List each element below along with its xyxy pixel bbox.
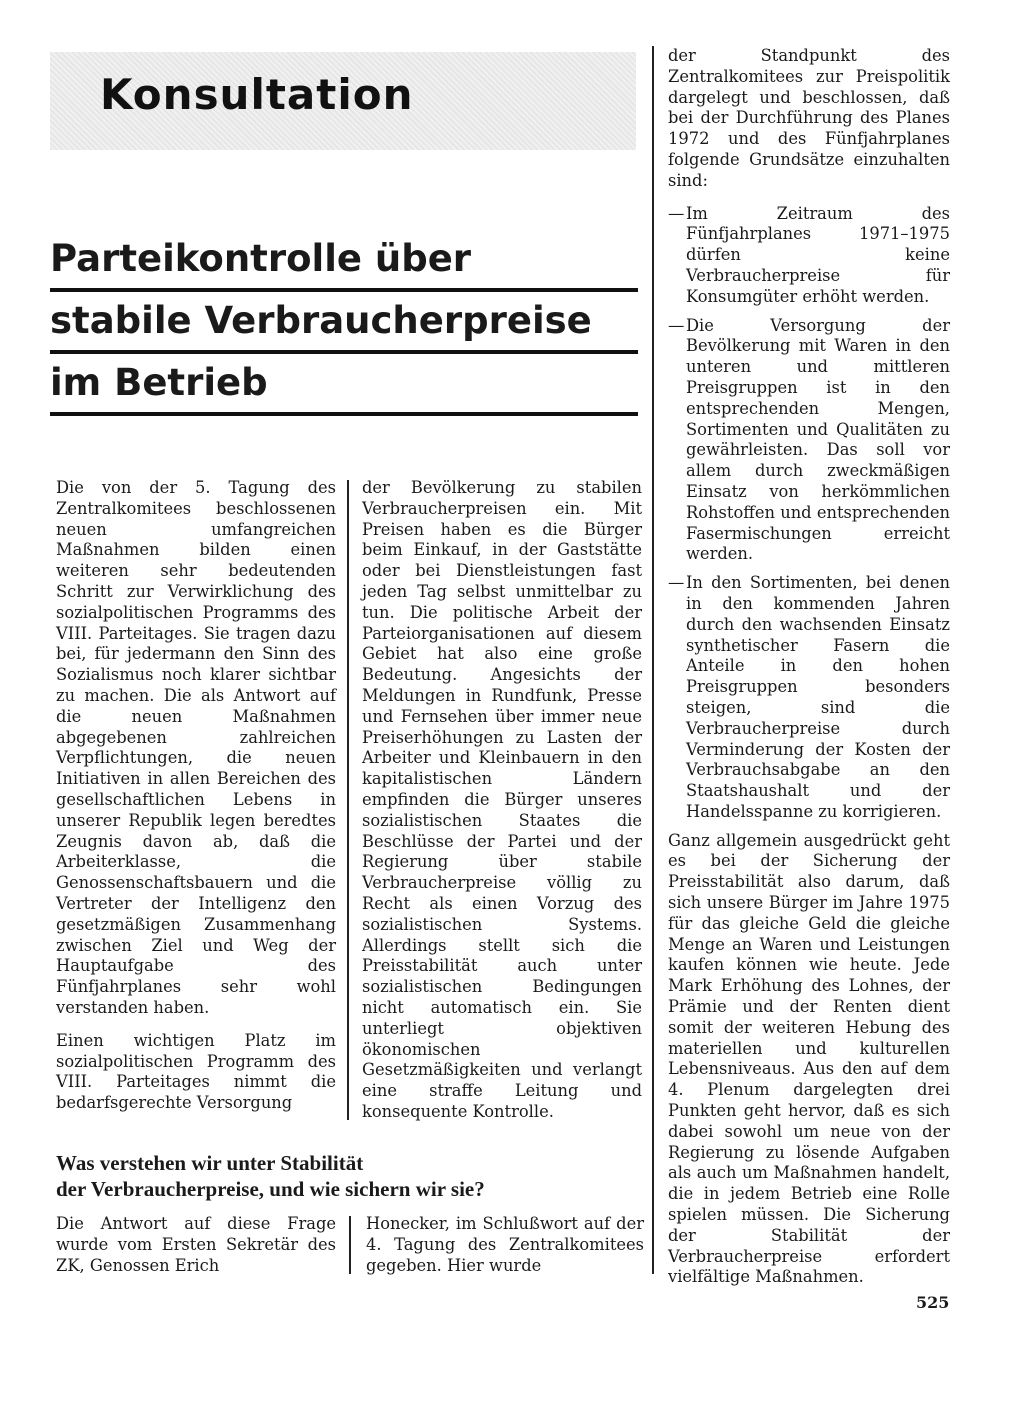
list-item-text: Im Zeitraum des Fünfjahrplanes 1971–1975 dürfen keine Verbraucherpreise für Konsumgüter erhöht werden.: [686, 203, 950, 306]
list-item: [668, 573, 950, 823]
column-divider: [652, 46, 654, 1274]
list-item: [668, 204, 950, 308]
paragraph: Einen wichtigen Platz im sozialpolitischen Programm des VIII. Parteitages nimmt die bedarfsgerechte Versorgung: [56, 1030, 336, 1113]
subheading: [56, 1150, 646, 1202]
headline-line-2: stabile Verbraucherpreise: [50, 292, 638, 354]
paragraph: Ganz allgemein ausgedrückt geht es bei der Sicherung der Preisstabilität also darum, daß sich unsere Bürger im Jahre 1975 für das gleiche Geld die gleiche Menge an Waren und Leistungen kaufen können wie heute. Jede Mark Erhöhung des Lohnes, der Prämie und der Renten dient somit der weiteren Hebung des materiellen und kulturellen Lebensniveaus. Aus den auf dem 4. Plenum dargelegten drei Punkten geht hervor, daß es sich dabei sowohl um neue von der Regierung zu lösende Aufgaben als auch um Maßnahmen handelt, die in jedem Betrieb eine Rolle spielen müssen. Die Sicherung der Stabilität der Verbraucherpreise erfordert vielfältige Maßnahmen.: [668, 830, 950, 1287]
dash-marker: —: [668, 573, 685, 593]
section-kicker: Konsultation: [100, 70, 414, 119]
list-item: [668, 316, 950, 566]
paragraph: der Bevölkerung zu stabilen Verbraucherpreisen ein. Mit Preisen haben es die Bürger beim Einkauf, in der Gaststätte oder bei Dienstleistungen fast jeden Tag selbst unmittelbar zu tun. Die politische Arbeit der Parteiorganisationen auf diesem Gebiet hat also eine große Bedeutung. Angesichts der Meldungen in Rundfunk, Presse und Fernsehen über immer neue Preiserhöhungen zu Lasten der Arbeiter und Kleinbauern in den kapitalistischen Ländern empfinden die Bürger unseres sozialistischen Staates die Beschlüsse der Partei und der Regierung über stabile Verbraucherpreise völlig zu Recht als einen Vorzug des sozialistischen Systems. Allerdings stellt sich die Preisstabilität auch unter sozialistischen Bedingungen nicht automatisch ein. Sie unterliegt objektiven ökonomischen Gesetzmäßigkeiten und verlangt eine straffe Leitung und konsequente Kontrolle.: [362, 478, 642, 1121]
paragraph: Honecker, im Schlußwort auf der 4. Tagung des Zentralkomitees gegeben. Hier wurde: [366, 1214, 644, 1275]
headline-line-1: Parteikontrolle über: [50, 230, 638, 292]
text-column-2: [362, 478, 642, 1135]
column-divider: [347, 480, 349, 1120]
subheading-line-1: Was verstehen wir unter Stabilität: [56, 1151, 364, 1175]
dash-marker: —: [668, 315, 685, 335]
text-column-1: [56, 478, 336, 1126]
paragraph: Die Antwort auf diese Frage wurde vom Ersten Sekretär des ZK, Genossen Erich: [56, 1214, 336, 1275]
column-divider: [349, 1216, 351, 1274]
article-headline: [50, 230, 638, 416]
text-column-5: [366, 1214, 644, 1288]
text-column-3: [668, 46, 950, 1300]
paragraph: Die von der 5. Tagung des Zentralkomitees beschlossenen neuen umfangreichen Maßnahmen bilden einen weiteren sehr bedeutenden Schritt zur Verwirklichung des sozialpolitischen Programms des VIII. Parteitages. Sie tragen dazu bei, für jedermann den Sinn des Sozialismus noch klarer sichtbar zu machen. Die als Antwort auf die neuen Maßnahmen abgegebenen zahlreichen Verpflichtungen, die neuen Initiativen in allen Bereichen des gesellschaftlichen Lebens in unserer Republik legen beredtes Zeugnis davon ab, daß die Arbeiterklasse, die Genossenschaftsbauern und die Vertreter der Intelligenz den gesetzmäßigen Zusammenhang zwischen Ziel und Weg der Hauptaufgabe des Fünfjahrplanes sehr wohl verstanden haben.: [56, 478, 336, 1017]
dash-marker: —: [668, 203, 685, 223]
page-number: 525: [916, 1293, 950, 1312]
list-item-text: Die Versorgung der Bevölkerung mit Waren in den unteren und mittleren Preisgruppen ist in den entsprechenden Mengen, Sortimenten und Qualitäten zu gewährleisten. Das soll vor allem durch zweckmäßigen Einsatz von herkömmlichen Rohstoffen und entsprechenden Fasermischungen erreicht werden.: [686, 315, 950, 564]
list-item-text: In den Sortimenten, bei denen in den kommenden Jahren durch den wachsenden Einsatz synthetischer Fasern die Anteile in den hohen Preisgruppen besonders steigen, sind die Verbraucherpreise durch Verminderung der Kosten der Verbrauchsabgabe an den Staatshaushalt und der Handelsspanne zu korrigieren.: [686, 573, 950, 821]
headline-line-3: im Betrieb: [50, 354, 638, 416]
paragraph: der Standpunkt des Zentralkomitees zur Preispolitik dargelegt und beschlossen, daß bei der Durchführung des Planes 1972 und des Fünfjahrplanes folgende Grundsätze einzuhalten sind:: [668, 46, 950, 190]
subheading-line-2: der Verbraucherpreise, und wie sichern wir sie?: [56, 1177, 485, 1201]
text-column-4: [56, 1214, 336, 1288]
